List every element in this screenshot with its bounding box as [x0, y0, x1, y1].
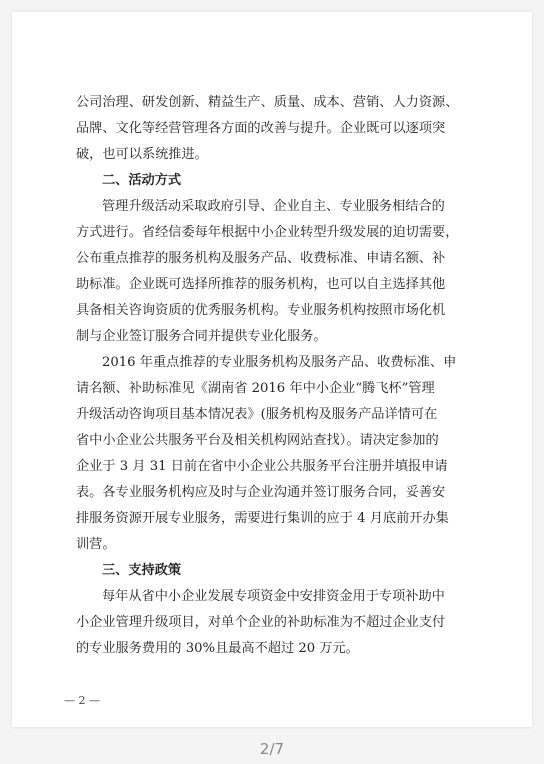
paragraph-line: 的专业服务费用的 30%且最高不超过 20 万元。: [76, 641, 359, 656]
paragraph-line: 破，也可以系统推进。: [76, 147, 208, 162]
paragraph-line: 公司治理、研发创新、精益生产、质量、成本、营销、人力资源、: [76, 95, 459, 110]
paragraph-line: 每年从省中小企业发展专项资金中安排资金用于专项补助中: [102, 589, 445, 604]
paragraph-line: 请名额、补助标准见《湖南省 2016 年中小企业“腾飞杯”管理: [76, 381, 435, 396]
section-heading: 二、活动方式: [102, 173, 182, 188]
paragraph-line: 小企业管理升级项目，对单个企业的补助标准为不超过企业支付: [76, 615, 446, 630]
paragraph-line: 制与企业签订服务合同并提供专业化服务。: [76, 329, 327, 344]
document-page: [12, 12, 532, 727]
document-body: [76, 90, 496, 662]
paragraph-line: 管理升级活动采取政府引导、企业自主、专业服务相结合的: [102, 199, 445, 214]
paragraph-line: 省中小企业公共服务平台及相关机构网站查找）。请决定参加的: [76, 433, 439, 448]
paragraph-line: 公布重点推荐的服务机构及服务产品、收费标准、申请名额、补: [76, 251, 446, 266]
paragraph-line: 具备相关咨询资质的优秀服务机构。专业服务机构按照市场化机: [76, 303, 446, 318]
paragraph-line: 2016 年重点推荐的专业服务机构及服务产品、收费标准、申: [102, 355, 457, 370]
paragraph-line: 训营。: [76, 537, 116, 552]
page-indicator: 2/7: [259, 740, 285, 758]
paragraph-line: 方式进行。省经信委每年根据中小企业转型升级发展的迫切需要，: [76, 225, 459, 240]
paragraph-line: 排服务资源开展专业服务，需要进行集训的应于 4 月底前开办集: [76, 511, 449, 526]
paragraph-line: 助标准。企业既可选择所推荐的服务机构，也可以自主选择其他: [76, 277, 446, 292]
section-heading: 三、支持政策: [102, 563, 182, 578]
page-number: — 2 —: [64, 694, 100, 707]
paragraph-line: 升级活动咨询项目基本情况表》(服务机构及服务产品详情可在: [76, 407, 438, 422]
paragraph-line: 企业于 3 月 31 日前在省中小企业公共服务平台注册并填报申请: [76, 459, 448, 474]
paragraph-line: 品牌、文化等经营管理各方面的改善与提升。企业既可以逐项突: [76, 121, 446, 136]
paragraph-line: 表。各专业服务机构应及时与企业沟通并签订服务合同，妥善安: [76, 485, 446, 500]
